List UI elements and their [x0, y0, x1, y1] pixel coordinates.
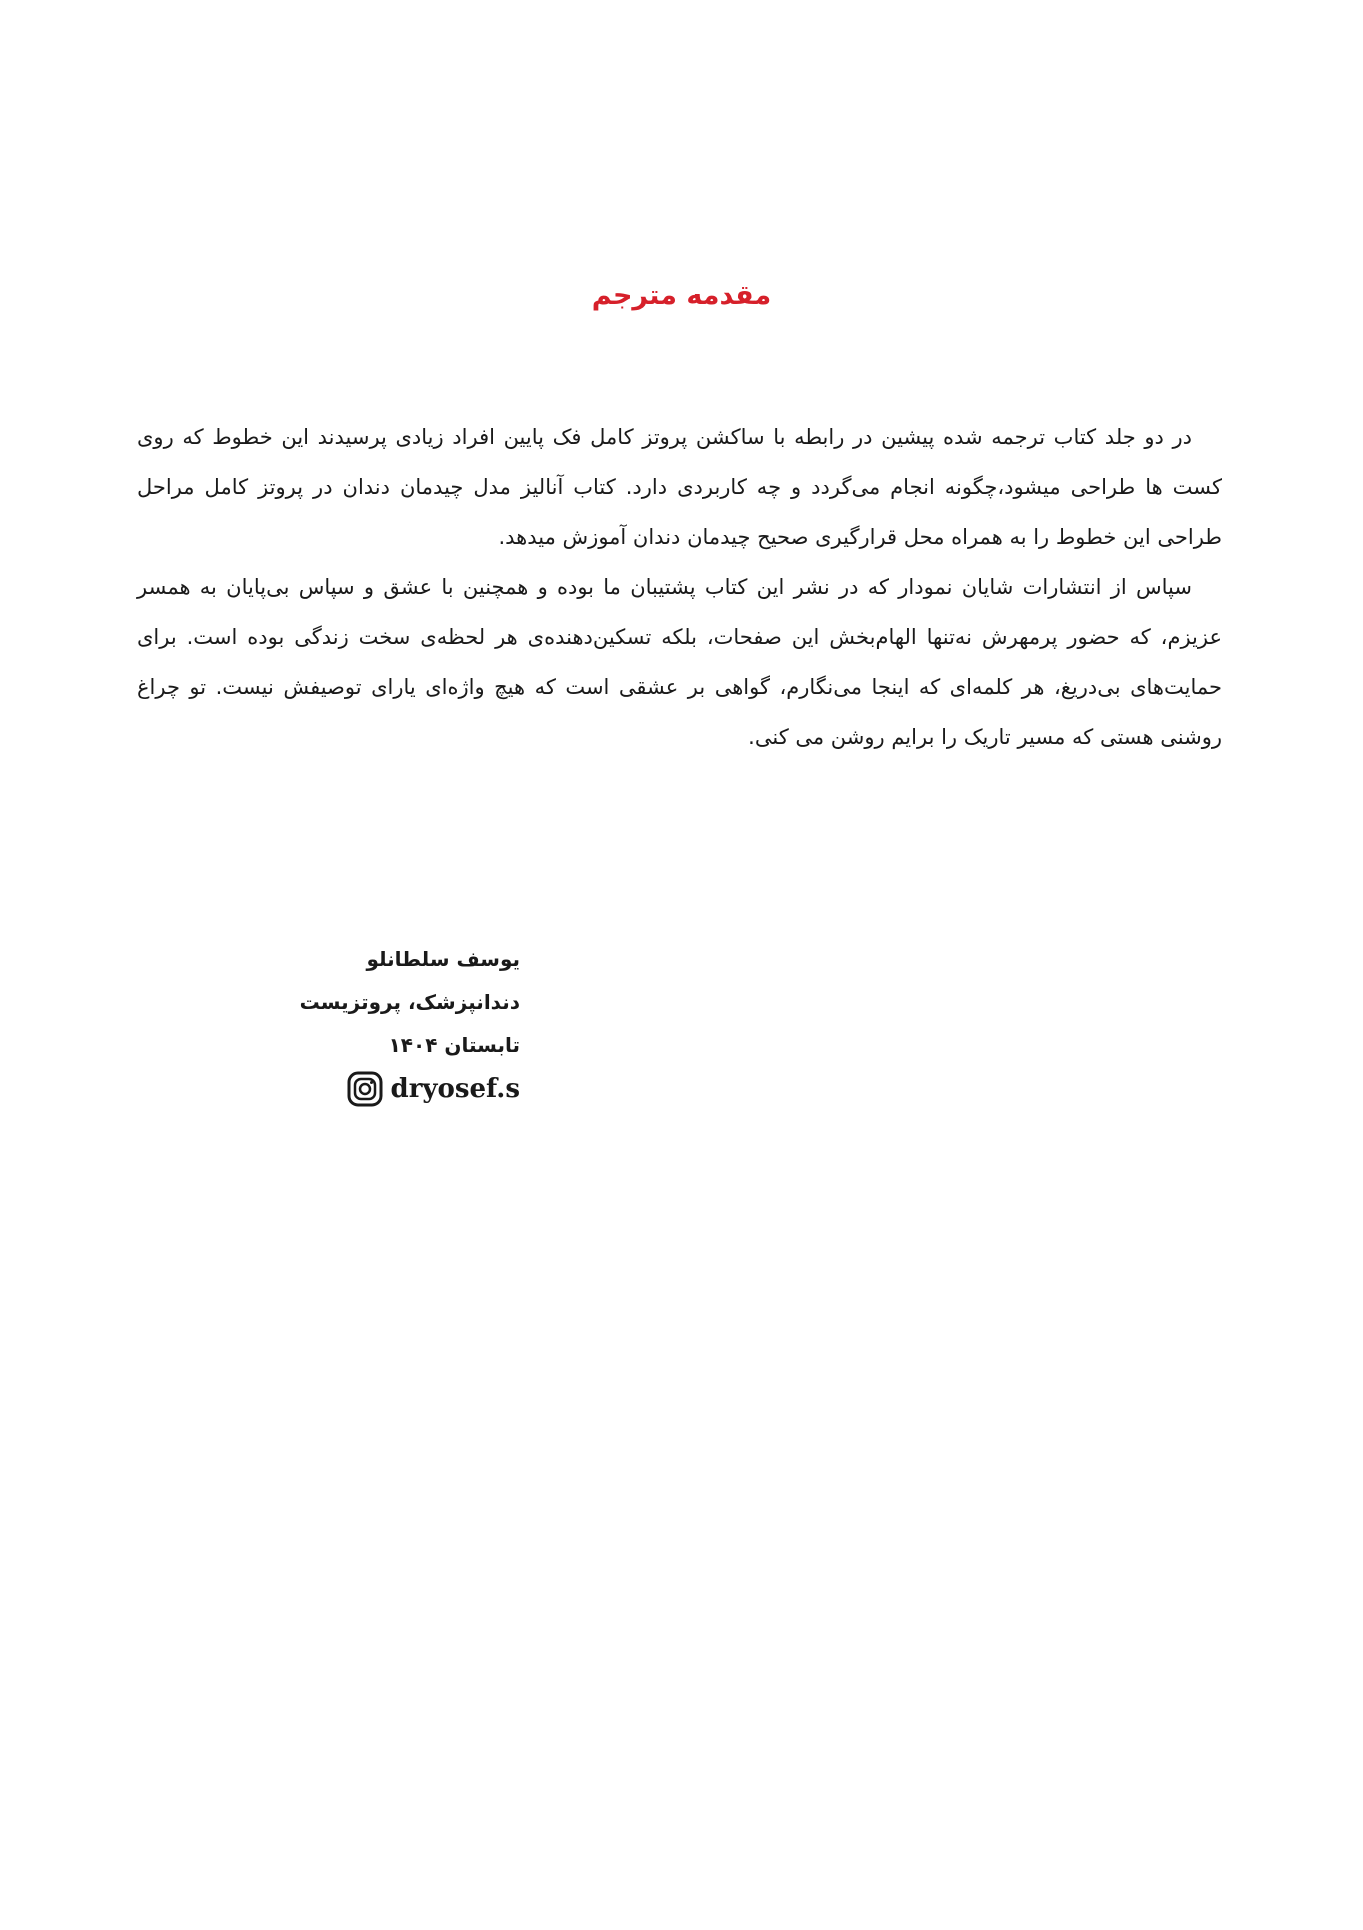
instagram-icon	[347, 1071, 383, 1107]
paragraph-2: سپاس از انتشارات شایان نمودار که در نشر این کتاب پشتیبان ما بوده و همچنین با عشق و سپاس بی‌پایان به همسر عزیزم، که حضور پرمهرش نه‌تنها الهام‌بخش این صفحات، بلکه تسکین‌دهنده‌ی هر لحظه‌ی سخت زندگی بوده است. برای حمایت‌های بی‌دریغ، هر کلمه‌ای که اینجا می‌نگارم، گواهی بر عشقی است که هیچ واژه‌ای یارای توصیفش نیست. تو چراغ روشنی هستی که مسیر تاریک را برایم روشن می کنی.	[137, 575, 1222, 749]
instagram-contact	[260, 1069, 520, 1109]
page-title: مقدمه مترجم	[591, 280, 772, 311]
signature-block	[260, 938, 520, 1109]
author-profession: دندانپزشک، پروتزیست	[299, 990, 520, 1014]
paragraph-1: در دو جلد کتاب ترجمه شده پیشین در رابطه با ساکشن پروتز کامل فک پایین افراد زیادی پرسیدند این خطوط که روی کست ها طراحی میشود،چگونه انجام می‌گردد و چه کاربردی دارد. کتاب آنالیز مدل چیدمان دندان در پروتز کامل مراحل طراحی این خطوط را به همراه محل قرارگیری صحیح چیدمان دندان آموزش میدهد.	[137, 425, 1222, 549]
instagram-handle: dryosef.s	[390, 1074, 520, 1104]
signature-date: تابستان ۱۴۰۴	[388, 1033, 520, 1057]
author-name: یوسف سلطانلو	[366, 947, 520, 971]
body-text	[137, 412, 1222, 762]
